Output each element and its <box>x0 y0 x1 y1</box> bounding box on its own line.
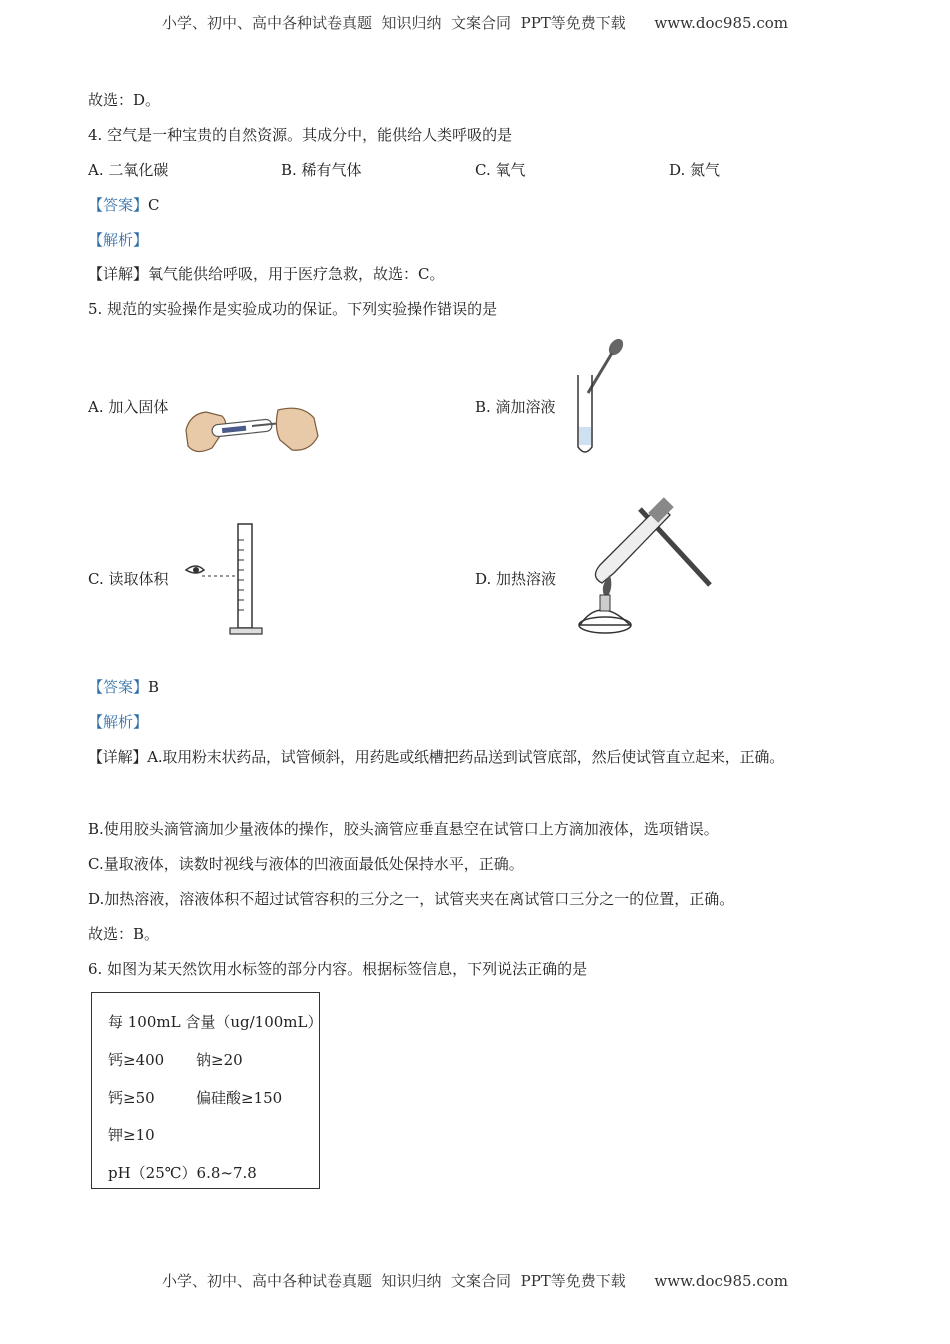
answer-value: C <box>148 196 160 214</box>
label-metasilicic-acid: 偏硅酸≥150 <box>196 1089 283 1107</box>
label-calcium-1: 钙≥400 <box>108 1051 165 1069</box>
q6-stem: 6. 如图为某天然饮用水标签的部分内容。根据标签信息，下列说法正确的是 <box>88 960 588 978</box>
q5-analysis-tag: 【解析】 <box>88 713 149 731</box>
page-header: 小学、初中、高中各种试卷真题 知识归纳 文案合同 PPT等免费下载 www.doc985.com <box>161 14 788 32</box>
q5-stem: 5. 规范的实验操作是实验成功的保证。下列实验操作错误的是 <box>88 300 498 318</box>
q5-option-a: A. 加入固体 <box>88 398 169 416</box>
label-ph: pH（25℃）6.8~7.8 <box>108 1164 257 1182</box>
heating-solution-illustration <box>570 495 720 640</box>
detail-tag: 【详解】 <box>88 748 148 766</box>
page-footer: 小学、初中、高中各种试卷真题 知识归纳 文案合同 PPT等免费下载 www.doc985.com <box>161 1272 788 1290</box>
label-title: 每 100mL 含量（ug/100mL） <box>108 1013 323 1031</box>
detail-text: A.取用粉末状药品，试管倾斜，用药匙或纸槽把药品送到试管底部，然后使试管直立起来，正确。 <box>147 748 785 766</box>
answer-value: B <box>148 678 160 696</box>
answer-tag: 【答案】 <box>88 196 149 214</box>
q4-option-a: A. 二氧化碳 <box>88 161 169 179</box>
label-sodium: 钠≥20 <box>196 1051 243 1069</box>
q5-answer <box>88 677 159 697</box>
detail-tag: 【详解】 <box>88 265 149 283</box>
q4-analysis-tag: 【解析】 <box>88 231 149 249</box>
q5-detail-a <box>88 747 784 767</box>
q5-detail-b: B.使用胶头滴管滴加少量液体的操作，胶头滴管应垂直悬空在试管口上方滴加液体，选项错误。 <box>88 820 719 838</box>
q5-option-c: C. 读取体积 <box>88 570 169 588</box>
adding-solid-illustration <box>182 400 322 460</box>
detail-text: 氧气能供给呼吸，用于医疗急救，故选：C。 <box>148 265 445 283</box>
q4-detail <box>88 264 445 284</box>
q5-option-d: D. 加热溶液 <box>475 570 557 588</box>
water-label-box <box>91 992 323 1189</box>
q4-answer <box>88 195 160 215</box>
label-calcium-2: 钙≥50 <box>108 1089 155 1107</box>
answer-tag: 【答案】 <box>88 678 149 696</box>
q5-detail-c: C.量取液体，读数时视线与液体的凹液面最低处保持水平，正确。 <box>88 855 524 873</box>
q4-option-c: C. 氧气 <box>475 161 526 179</box>
q4-stem: 4. 空气是一种宝贵的自然资源。其成分中，能供给人类呼吸的是 <box>88 126 513 144</box>
label-potassium: 钾≥10 <box>108 1126 155 1144</box>
q4-option-d: D. 氮气 <box>669 161 721 179</box>
q4-option-b: B. 稀有气体 <box>281 161 362 179</box>
q3-conclusion: 故选：D。 <box>88 91 161 109</box>
dropper-illustration <box>570 335 630 463</box>
q5-option-b: B. 滴加溶液 <box>475 398 556 416</box>
reading-volume-illustration <box>182 520 272 638</box>
q5-detail-d: D.加热溶液，溶液体积不超过试管容积的三分之一，试管夹夹在离试管口三分之一的位置，正确。 <box>88 890 735 908</box>
q5-conclusion: 故选：B。 <box>88 925 160 943</box>
